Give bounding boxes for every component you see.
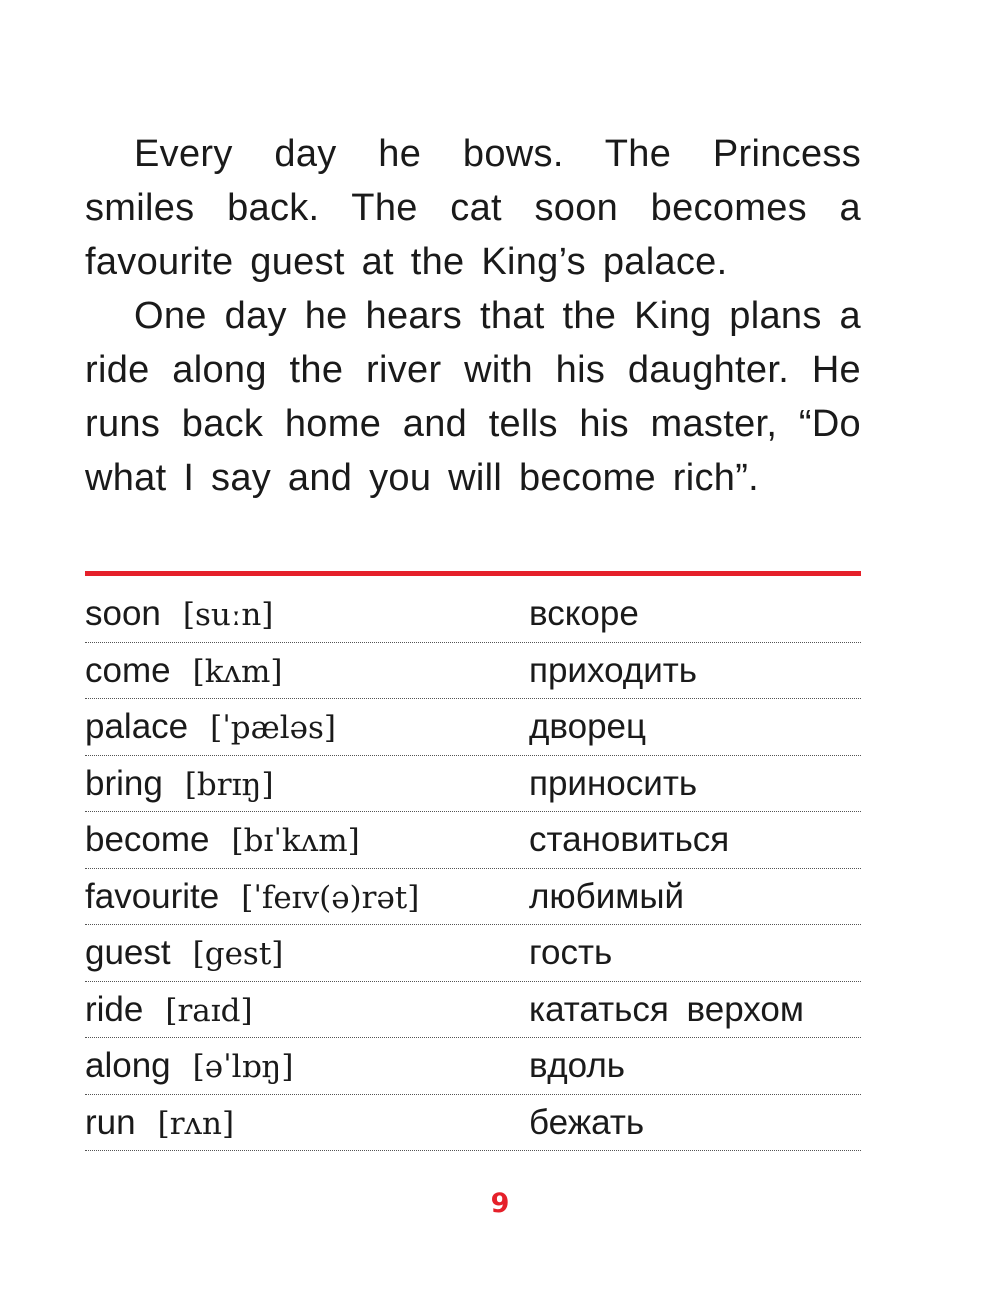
vocab-row: [85, 925, 861, 982]
vocab-row: [85, 812, 861, 869]
story-text: [85, 127, 861, 505]
vocab-translation: любимый: [529, 876, 685, 916]
vocab-entry: [85, 1103, 234, 1144]
vocab-entry: [85, 820, 360, 861]
vocab-word: ride: [85, 989, 144, 1029]
vocab-entry: [85, 990, 253, 1031]
vocab-word: soon: [85, 594, 161, 633]
vocab-entry: [85, 933, 283, 974]
vocab-transcription: [brɪŋ]: [184, 766, 274, 803]
vocab-transcription: [ˈfeɪv(ə)rət]: [241, 879, 420, 916]
vocab-transcription: [rʌn]: [157, 1105, 235, 1142]
vocab-translation: вскоре: [529, 594, 639, 633]
page-number: 9: [490, 1188, 510, 1219]
vocab-entry: [85, 1046, 293, 1087]
section-divider: [85, 571, 861, 576]
vocab-translation: приходить: [529, 650, 698, 690]
vocab-word: guest: [85, 933, 171, 972]
vocab-transcription: [bɪˈkʌm]: [231, 823, 360, 859]
vocab-row: [85, 756, 861, 813]
paragraph-2: One day he hears that the King plans a ride along the river with his daughter. He runs back home and tells his master, “Do what I say and you will become rich”.: [85, 295, 861, 499]
vocab-row: [85, 699, 861, 756]
vocab-entry: [85, 707, 336, 748]
vocab-word: run: [85, 1102, 136, 1142]
vocab-translation: бежать: [529, 1102, 645, 1142]
vocab-entry: [85, 877, 419, 918]
vocab-row: [85, 643, 861, 700]
vocab-word: bring: [85, 763, 163, 803]
vocab-entry: [85, 764, 274, 805]
vocab-transcription: [kʌm]: [192, 653, 283, 690]
vocab-word: palace: [85, 707, 189, 746]
vocab-word: become: [85, 820, 210, 859]
vocab-transcription: [ˈpæləs]: [210, 710, 337, 746]
vocab-transcription: [raɪd]: [165, 992, 253, 1029]
vocab-transcription: [əˈlɒŋ]: [192, 1049, 294, 1085]
vocab-translation: становиться: [529, 820, 730, 859]
vocab-word: favourite: [85, 876, 220, 916]
vocab-row: [85, 869, 861, 926]
vocab-transcription: [gest]: [192, 936, 284, 972]
vocab-row: [85, 982, 861, 1039]
vocab-word: along: [85, 1046, 171, 1085]
vocab-row: [85, 586, 861, 643]
vocab-entry: [85, 594, 273, 635]
vocab-transcription: [suːn]: [182, 597, 274, 633]
vocabulary-list: [85, 586, 861, 1151]
vocab-translation: вдоль: [529, 1046, 625, 1085]
vocab-row: [85, 1095, 861, 1152]
paragraph-1: Every day he bows. The Princess smiles back. The cat soon becomes a favourite guest at the King’s palace.: [85, 133, 861, 283]
vocab-row: [85, 1038, 861, 1095]
vocab-entry: [85, 651, 282, 692]
vocab-translation: приносить: [529, 763, 698, 803]
vocab-translation: гость: [529, 933, 613, 972]
vocab-translation: кататься верхом: [529, 989, 804, 1029]
vocab-word: come: [85, 650, 171, 690]
vocab-translation: дворец: [529, 707, 647, 746]
